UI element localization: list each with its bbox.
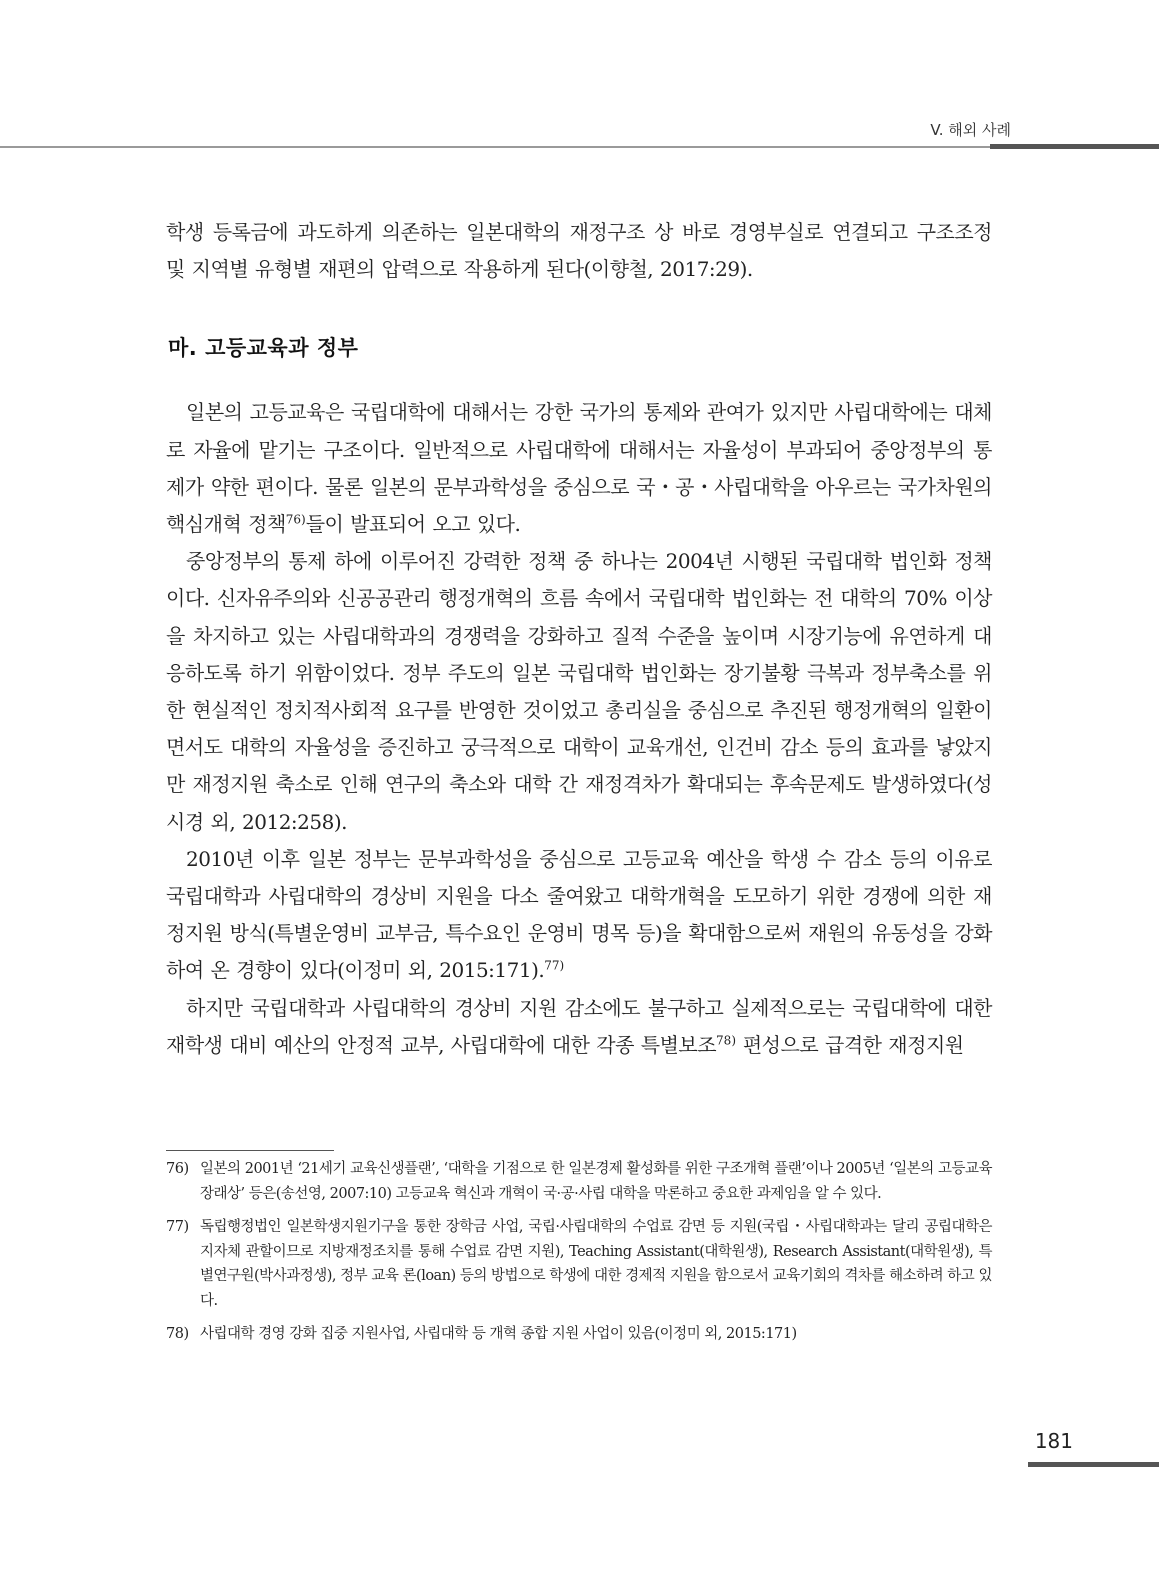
footnote-number: 78) <box>166 1326 189 1342</box>
footnote-text: 사립대학 경영 강화 집중 지원사업, 사립대학 등 개혁 종합 지원 사업이 있음(이정미 외, 2015:171) <box>200 1326 797 1342</box>
page-number: 181 <box>1034 1429 1073 1453</box>
footnote-ref-78[interactable]: 78) <box>716 1033 736 1048</box>
footnote-ref-77[interactable]: 77) <box>544 958 565 973</box>
footnote-number: 77) <box>166 1219 189 1235</box>
paragraph-4-text: 하지만 국립대학과 사립대학의 경상비 지원 감소에도 불구하고 실제적으로는 국립대학에 대한 재학생 대비 예산의 안정적 교부, 사립대학에 대한 각종 특별보조 <box>166 995 992 1057</box>
paragraph-1-text: 일본의 고등교육은 국립대학에 대해서는 강한 국가의 통제와 관여가 있지만 사립대학에는 대체로 자율에 맡기는 구조이다. 일반적으로 사립대학에 대해서는 자율성이 부과되어 중앙정부의 통제가 약한 편이다. 물론 일본의 문부과학성을 중심으로 국・공・사립대학을 아우르는 국가차원의 핵심개혁 정책 <box>166 400 992 537</box>
footnote-77 <box>166 1215 992 1313</box>
footnote-ref-76[interactable]: 76) <box>285 512 306 527</box>
footnote-number: 76) <box>166 1161 189 1177</box>
paragraph-1 <box>166 394 992 543</box>
footnotes <box>166 1157 992 1356</box>
paragraph-4-text-end: 편성으로 급격한 재정지원 <box>736 1032 964 1057</box>
footnote-78 <box>166 1322 992 1347</box>
footer-rule <box>1028 1462 1159 1467</box>
intro-paragraph: 학생 등록금에 과도하게 의존하는 일본대학의 재정구조 상 바로 경영부실로 연결되고 구조조정 및 지역별 유형별 재편의 압력으로 작용하게 된다(이향철, 2017:29). <box>166 220 992 282</box>
section-title: 마. 고등교육과 정부 <box>168 336 359 361</box>
paragraph-3-text: 2010년 이후 일본 정부는 문부과학성을 중심으로 고등교육 예산을 학생 수 감소 등의 이유로 국립대학과 사립대학의 경상비 지원을 다소 줄여왔고 대학개혁을 도모하기 위한 경쟁에 의한 재정지원 방식(특별운영비 교부금, 특수요인 운영비 명목 등)을 확대함으로써 재원의 유동성을 강화하여 온 경향이 있다(이정미 외, 2015:171). <box>166 846 992 983</box>
header-rule-accent <box>990 144 1159 149</box>
paragraph-1-text-end: 들이 발표되어 오고 있다. <box>305 512 521 537</box>
footnote-76 <box>166 1157 992 1206</box>
header-rule <box>0 146 990 148</box>
paragraph-2: 중앙정부의 통제 하에 이루어진 강력한 정책 중 하나는 2004년 시행된 국립대학 법인화 정책이다. 신자유주의와 신공공관리 행정개혁의 흐름 속에서 국립대학 법인화는 전 대학의 70% 이상을 차지하고 있는 사립대학과의 경쟁력을 강화하고 질적 수준을 높이며 시장기능에 유연하게 대응하도록 하기 위함이었다. 정부 주도의 일본 국립대학 법인화는 장기불황 극복과 정부축소를 위한 현실적인 정치적사회적 요구를 반영한 것이었고 총리실을 중심으로 추진된 행정개혁의 일환이면서도 대학의 자율성을 증진하고 궁극적으로 대학이 교육개선, 인건비 감소 등의 효과를 낳았지만 재정지원 축소로 인해 연구의 축소와 대학 간 재정격차가 확대되는 후속문제도 발생하였다(성시경 외, 2012:258). <box>166 549 992 834</box>
footnote-text: 일본의 2001년 ‘21세기 교육신생플랜’, ‘대학을 기점으로 한 일본경제 활성화를 위한 구조개혁 플랜’이나 2005년 ‘일본의 고등교육 장래상’ 등은(송선영, 2007:10) 고등교육 혁신과 개혁이 국·공·사립 대학을 막론하고 중요한 과제임을 알 수 있다. <box>200 1161 992 1202</box>
footnote-separator <box>166 1150 334 1151</box>
paragraph-4 <box>166 990 992 1064</box>
running-head: V. 해외 사례 <box>930 121 1011 139</box>
main-content <box>166 214 992 1064</box>
footnote-text: 독립행정법인 일본학생지원기구을 통한 장학금 사업, 국립·사립대학의 수업료 감면 등 지원(국립・사립대학과는 달리 공립대학은 지자체 관할이므로 지방재정조치를 통해 수업료 감면 지원), Teaching Assistant(대학원생), Research Assistant(대학원생), 특별연구원(박사과정생), 정부 교육 론(loan) 등의 방법으로 학생에 대한 경제적 지원을 함으로서 교육기회의 격차를 해소하려 하고 있다. <box>200 1219 992 1309</box>
paragraph-3 <box>166 841 992 990</box>
